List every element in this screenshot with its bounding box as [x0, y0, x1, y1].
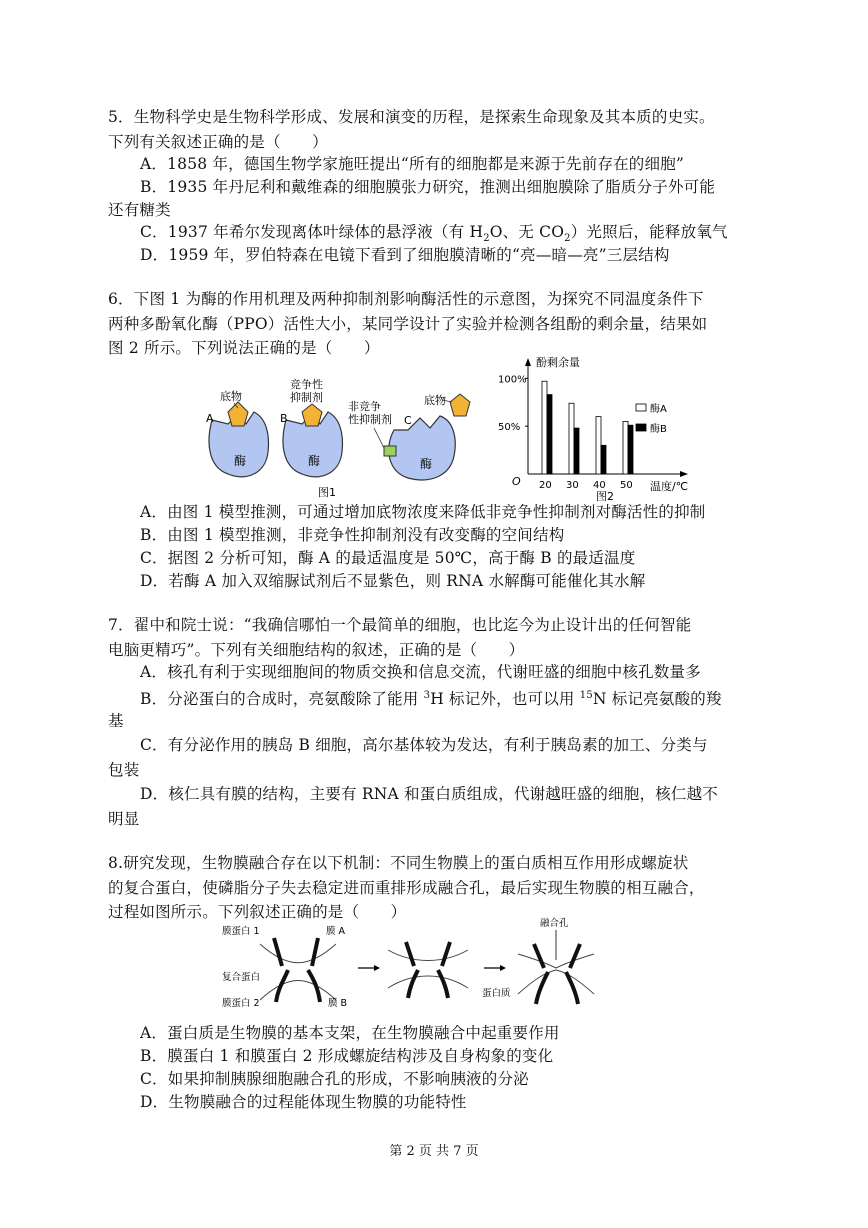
bar-酶A-30 [569, 403, 574, 474]
q8-option-b: B．膜蛋白 1 和膜蛋白 2 形成螺旋结构涉及自身构象的变化 [140, 1047, 554, 1065]
bar-酶A-50 [623, 421, 628, 474]
comp-inhibitor-label-2: 抑制剂 [290, 391, 323, 404]
label-membrane-b: 膜 B [328, 998, 348, 1009]
q5-c-text1: C．1937 年希尔发现离体叶绿体的悬浮液（有 H [140, 223, 484, 241]
y-tick-label: 100% [498, 374, 527, 386]
q5-c-text2: O、无 CO [489, 223, 565, 241]
q5-option-b-line2: 还有糖类 [108, 201, 171, 219]
noncomp-inhibitor-label-1: 非竞争 [348, 400, 381, 413]
label-membrane-protein-2: 膜蛋白 2 [222, 998, 260, 1009]
label-complex-protein: 复合蛋白 [222, 972, 261, 983]
figure-1-caption: 图1 [318, 486, 336, 499]
page-footer: 第 2 页 共 7 页 [389, 1144, 479, 1159]
bar-酶A-20 [542, 381, 547, 474]
q7-option-d-line1: D．核仁具有膜的结构，主要有 RNA 和蛋白质组成，代谢越旺盛的细胞，核仁越不 [140, 785, 719, 803]
label-b: B [280, 412, 288, 425]
q6-stem-line1: 6．下图 1 为酶的作用机理及两种抑制剂影响酶活性的示意图，为探究不同温度条件下 [108, 290, 704, 308]
q7-b-sup2: 15 [579, 690, 593, 701]
q6-stem-line3: 图 2 所示。下列说法正确的是（ ） [108, 339, 380, 357]
substrate-a-shape [228, 402, 248, 426]
enzyme-b-label: 酶 [308, 454, 321, 468]
chart-origin: O [512, 475, 521, 488]
q5-stem-line1: 5．生物科学史是生物科学形成、发展和演变的历程，是探索生命现象及其本质的史实。 [108, 108, 715, 126]
comp-inhibitor-shape [302, 404, 322, 426]
substrate-a-label: 底物 [220, 390, 242, 403]
q6-option-d: D．若酶 A 加入双缩脲试剂后不显紫色，则 RNA 水解酶可能催化其水解 [140, 572, 646, 590]
q7-option-c-line2: 包装 [108, 761, 140, 779]
q8-stem-line3: 过程如图所示。下列叙述正确的是（ ） [108, 903, 407, 921]
substrate-c-label: 底物 [424, 394, 446, 407]
q7-option-b-line2: 基 [108, 712, 124, 730]
label-membrane-a: 膜 A [326, 926, 346, 937]
q7-option-a: A．核孔有利于实现细胞间的物质交换和信息交流，代谢旺盛的细胞中核孔数量多 [140, 663, 701, 681]
chart-x-label: 温度/℃ [650, 480, 689, 493]
q8-stem-line2: 的复合蛋白，使磷脂分子失去稳定进而重排形成融合孔，最后实现生物膜的相互融合， [108, 879, 705, 897]
q7-b-sup1: 3 [423, 690, 431, 701]
q7-option-c-line1: C．有分泌作用的胰岛 B 细胞，高尔基体较为发达，有利于胰岛素的加工、分类与 [140, 736, 708, 754]
bar-酶B-20 [547, 395, 552, 474]
legend-swatch-酶B [636, 424, 646, 431]
q7-b-text3: N 标记亮氨酸的羧 [592, 690, 722, 709]
q5-option-b-line1: B．1935 年丹尼利和戴维森的细胞膜张力研究，推测出细胞膜除了脂质分子外可能 [140, 178, 716, 196]
label-a: A [206, 412, 214, 425]
bar-酶B-50 [628, 425, 633, 474]
bar-酶B-40 [601, 445, 606, 474]
comp-inhibitor-label-1: 竞争性 [290, 378, 323, 391]
figure-2-bar-chart [484, 352, 714, 502]
q8-option-c: C．如果抑制胰腺细胞融合孔的形成，不影响胰液的分泌 [140, 1070, 529, 1088]
enzyme-c-label: 酶 [420, 457, 433, 471]
q7-option-b-line1 [140, 685, 722, 710]
q5-stem-line2: 下列有关叙述正确的是（ ） [108, 133, 328, 151]
q5-c-sub2: 2 [564, 233, 571, 245]
label-protein: 蛋白质 [482, 988, 511, 999]
legend-swatch-酶A [636, 404, 646, 411]
x-tick-label: 20 [539, 480, 552, 491]
noncomp-inhibitor-shape [384, 446, 396, 456]
q8-option-a: A．蛋白质是生物膜的基本支架，在生物膜融合中起重要作用 [140, 1024, 560, 1042]
arrow-icon [500, 965, 506, 971]
q6-option-b: B．由图 1 模型推测，非竞争性抑制剂没有改变酶的空间结构 [140, 526, 565, 544]
chart-title: 酚剩余量 [536, 356, 580, 369]
q5-c-text3: ）光照后，能释放氧气 [570, 223, 728, 241]
label-fusion-pore: 融合孔 [540, 918, 569, 929]
enzyme-a-label: 酶 [234, 454, 247, 468]
label-c: C [404, 414, 412, 427]
q5-option-d: D．1959 年，罗伯特森在电镜下看到了细胞膜清晰的“亮—暗—亮”三层结构 [140, 246, 670, 264]
q8-option-d: D．生物膜融合的过程能体现生物膜的功能特性 [140, 1093, 467, 1111]
x-tick-label: 40 [593, 480, 606, 491]
label-membrane-protein-1: 膜蛋白 1 [222, 926, 260, 937]
membrane-fusion-diagram [218, 914, 638, 1020]
q5-option-a: A．1858 年，德国生物学家施旺提出“所有的细胞都是来源于先前存在的细胞” [140, 155, 685, 173]
q5-c-sub1: 2 [483, 233, 490, 245]
legend-label-酶B: 酶B [650, 424, 667, 435]
noncomp-inhibitor-label-2: 性抑制剂 [348, 413, 392, 426]
legend-label-酶A: 酶A [650, 404, 667, 415]
arrow-icon [374, 965, 380, 971]
bar-酶B-30 [574, 428, 579, 474]
q6-stem-line2: 两种多酚氧化酶（PPO）活性大小，某同学设计了实验并检测各组酚的剩余量，结果如 [108, 315, 708, 333]
q7-option-d-line2: 明显 [108, 810, 140, 828]
x-tick-label: 30 [566, 480, 579, 491]
q6-option-a: A．由图 1 模型推测，可通过增加底物浓度来降低非竞争性抑制剂对酶活性的抑制 [140, 503, 706, 521]
q8-stem-line1: 8.研究发现，生物膜融合存在以下机制：不同生物膜上的蛋白质相互作用形成螺旋状 [108, 854, 689, 872]
x-tick-label: 50 [620, 480, 633, 491]
substrate-c-shape [450, 394, 470, 416]
q6-option-c: C．据图 2 分析可知，酶 A 的最适温度是 50℃，高于酶 B 的最适温度 [140, 549, 636, 567]
y-tick-label: 50% [498, 422, 521, 434]
q7-stem-line1: 7．翟中和院士说：“我确信哪怕一个最简单的细胞，也比迄今为止设计出的任何智能 [108, 616, 692, 634]
figure-1-enzyme-diagram [198, 372, 480, 502]
q7-b-text2: H 标记外，也可以用 [430, 690, 580, 709]
q7-b-text1: B．分泌蛋白的合成时，亮氨酸除了能用 [140, 690, 424, 709]
figure-2-caption: 图2 [596, 490, 614, 502]
q7-stem-line2: 电脑更精巧”。下列有关细胞结构的叙述，正确的是（ ） [108, 641, 525, 659]
bar-酶A-40 [596, 417, 601, 474]
